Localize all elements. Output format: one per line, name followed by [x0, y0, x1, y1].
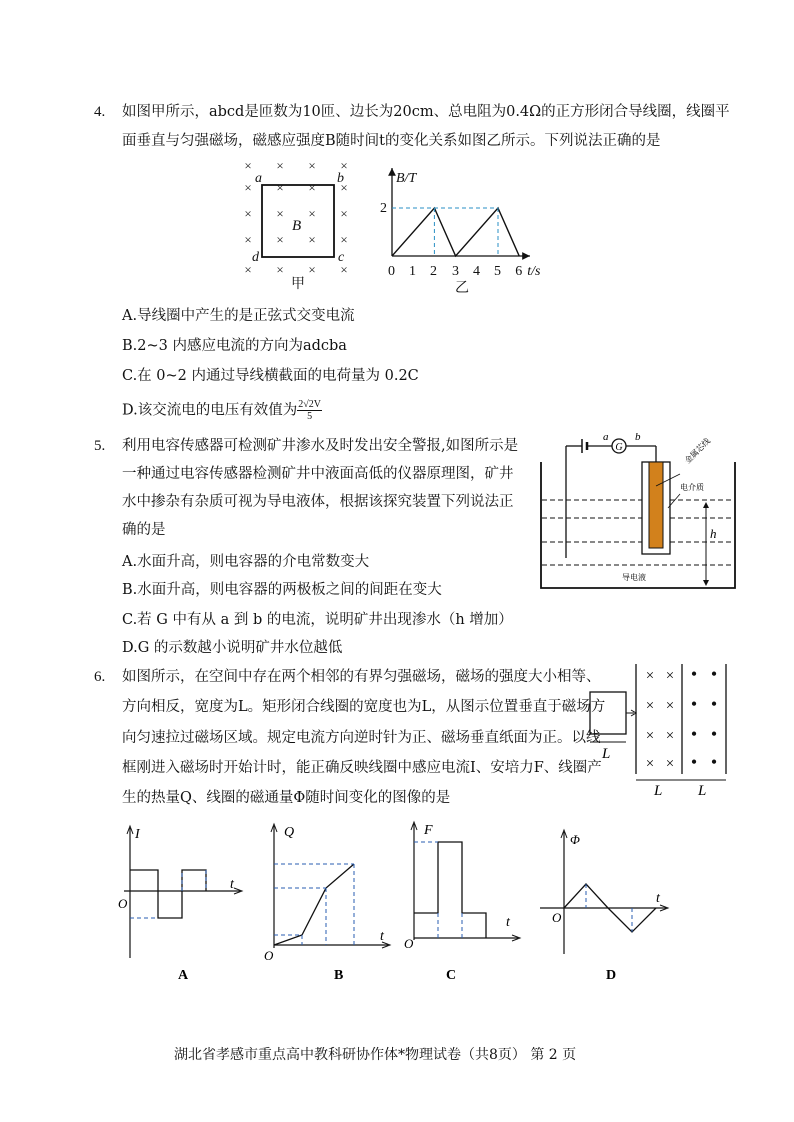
q6-graph-c	[402, 818, 532, 982]
label-a: a	[603, 431, 609, 443]
dot-mark: •	[690, 752, 698, 772]
cross-mark: ×	[645, 756, 655, 772]
label-L: L	[698, 783, 707, 799]
cross-mark: ×	[665, 698, 675, 714]
q6-line5: 生的热量Q、线圈的磁通量Φ随时间变化的图像的是	[122, 790, 451, 806]
corner-b-label: b	[337, 171, 344, 186]
cross-mark: ×	[244, 232, 252, 247]
graph-caption-C: C	[446, 968, 457, 983]
cross-mark: ×	[340, 262, 348, 277]
label-liquid: 导电液	[622, 573, 646, 582]
cross-mark: ×	[645, 698, 655, 714]
q6-number: 6.	[94, 669, 106, 685]
dot-mark: •	[690, 664, 698, 684]
cross-mark: ×	[665, 668, 675, 684]
q5-option-b: B.水面升高，则电容器的两极板之间的间距在变大	[122, 582, 442, 598]
q5-option-a: A.水面升高，则电容器的介电常数变大	[122, 554, 370, 570]
cross-mark: ×	[276, 158, 284, 173]
q5-figure-sensor	[538, 428, 738, 594]
xlabel-t: t/s	[527, 264, 541, 279]
q6-line1: 如图所示，在空间中存在两个相邻的有界匀强磁场，磁场的强度大小相等、	[122, 669, 601, 685]
cross-mark: ×	[340, 232, 348, 247]
cross-mark: ×	[244, 180, 252, 195]
label-g: G	[615, 442, 623, 453]
q4-option-b: B.2~3 内感应电流的方向为adcba	[122, 338, 347, 354]
cross-mark: ×	[276, 206, 284, 221]
corner-a-label: a	[255, 171, 262, 186]
ylabel-I: I	[135, 827, 140, 842]
corner-d-label: d	[252, 250, 259, 265]
cross-mark: ×	[244, 262, 252, 277]
dot-mark: •	[710, 752, 718, 772]
q6-figure-fields	[586, 664, 730, 799]
x-tick: 5	[494, 264, 501, 279]
cross-mark: ×	[665, 728, 675, 744]
xlabel-t: t	[656, 891, 660, 906]
cross-mark: ×	[665, 756, 675, 772]
cross-mark: ×	[645, 728, 655, 744]
x-tick: 0	[388, 264, 395, 279]
dot-mark: •	[710, 664, 718, 684]
x-tick: 1	[409, 264, 416, 279]
label-L: L	[602, 746, 611, 762]
fraction-numerator: 2√2V	[298, 399, 321, 410]
origin-O: O	[118, 896, 128, 911]
q6-line2: 方向相反，宽度为L。矩形闭合线圈的宽度也为L，从图示位置垂直于磁场方	[122, 699, 606, 715]
q4-option-d-prefix: D.该交流电的电压有效值为	[122, 402, 298, 419]
x-tick: 3	[452, 264, 459, 279]
q6-line4: 框刚进入磁场时开始计时，能正确反映线圈中感应电流I、安培力F、线圈产	[122, 760, 602, 776]
q5-line1: 利用电容传感器可检测矿井渗水及时发出安全警报,如图所示是	[122, 438, 519, 454]
label-L: L	[654, 783, 663, 799]
field-b-label: B	[292, 218, 302, 234]
cross-mark: ×	[276, 262, 284, 277]
page-footer: 湖北省孝感市重点高中教科研协作体*物理试卷（共8页） 第 2 页	[174, 1047, 577, 1063]
ylabel-bt: B/T	[396, 171, 417, 186]
q4-figure-coil	[236, 158, 356, 293]
curve-heat	[274, 864, 354, 945]
cross-mark: ×	[244, 158, 252, 173]
q6-graph-a	[118, 822, 248, 982]
cross-mark: ×	[340, 180, 348, 195]
dot-mark: •	[710, 694, 718, 714]
cross-mark: ×	[645, 668, 655, 684]
fraction	[297, 399, 322, 422]
q5-option-c: C.若 G 中有从 a 到 b 的电流，说明矿井出现渗水（h 增加）	[122, 612, 513, 628]
cross-mark: ×	[244, 206, 252, 221]
xlabel-t: t	[506, 915, 510, 930]
q4-option-d	[122, 399, 322, 422]
dot-mark: •	[690, 724, 698, 744]
x-tick: 2	[430, 264, 437, 279]
label-dielectric: 电介质	[680, 483, 704, 492]
curve-current	[130, 870, 206, 918]
cross-mark: ×	[308, 232, 316, 247]
ylabel-phi: Φ	[570, 832, 580, 847]
q5-option-d: D.G 的示数越小说明矿井水位越低	[122, 640, 343, 656]
graph-caption-D: D	[606, 968, 617, 983]
dot-mark: •	[710, 724, 718, 744]
q4-figure-bt-graph	[378, 160, 541, 296]
cross-mark: ×	[308, 262, 316, 277]
cross-mark: ×	[308, 206, 316, 221]
label-metal-core: 金属芯线	[683, 436, 713, 466]
coil-rectangle	[590, 692, 626, 734]
q4-option-a: A.导线圈中产生的是正弦式交变电流	[122, 308, 355, 324]
graph-caption-B: B	[334, 968, 344, 983]
cross-mark: ×	[276, 232, 284, 247]
q5-line4: 确的是	[122, 522, 166, 538]
ylabel-Q: Q	[284, 825, 295, 840]
cross-mark: ×	[276, 180, 284, 195]
x-tick: 4	[473, 264, 480, 279]
origin-O: O	[264, 948, 274, 963]
q5-number: 5.	[94, 438, 106, 454]
dot-mark: •	[690, 694, 698, 714]
q6-graph-b	[262, 820, 392, 982]
metal-core	[649, 462, 663, 548]
fraction-denominator: 5	[307, 411, 313, 422]
q4-option-c: C.在 0~2 内通过导线横截面的电荷量为 0.2C	[122, 368, 419, 384]
q5-line3: 水中掺杂有杂质可视为导电液体，根据该探究装置下列说法正	[122, 494, 514, 510]
fig-caption-jia: 甲	[291, 277, 305, 292]
q6-graph-d	[538, 826, 672, 982]
label-h: h	[710, 526, 717, 541]
cross-mark: ×	[308, 180, 316, 195]
q4-stem-line1: 如图甲所示，abcd是匝数为10匝、边长为20cm、总电阻为0.4Ω的正方形闭合导线圈，线圈平	[122, 104, 730, 120]
xlabel-t: t	[380, 929, 384, 944]
bt-series-line	[392, 208, 519, 256]
q4-number: 4.	[94, 104, 106, 120]
corner-c-label: c	[338, 250, 345, 265]
x-tick: 6	[515, 264, 523, 279]
origin-O: O	[404, 936, 414, 951]
q6-line3: 向匀速拉过磁场区域。规定电流方向逆时针为正、磁场垂直纸面为正。以线	[122, 730, 601, 746]
curve-force	[414, 842, 486, 938]
xlabel-t: t	[230, 877, 234, 892]
cross-mark: ×	[308, 158, 316, 173]
cross-mark: ×	[340, 158, 348, 173]
origin-O: O	[552, 910, 562, 925]
fig-caption-yi: 乙	[455, 281, 469, 296]
graph-caption-A: A	[178, 968, 189, 983]
q4-stem-line2: 面垂直与匀强磁场，磁感应强度B随时间t的变化关系如图乙所示。下列说法正确的是	[122, 133, 661, 149]
y-tick-2: 2	[380, 201, 387, 216]
cross-mark: ×	[340, 206, 348, 221]
q5-line2: 一种通过电容传感器检测矿井中液面高低的仪器原理图，矿井	[122, 466, 514, 482]
ylabel-F: F	[424, 823, 433, 838]
label-b: b	[635, 431, 641, 443]
